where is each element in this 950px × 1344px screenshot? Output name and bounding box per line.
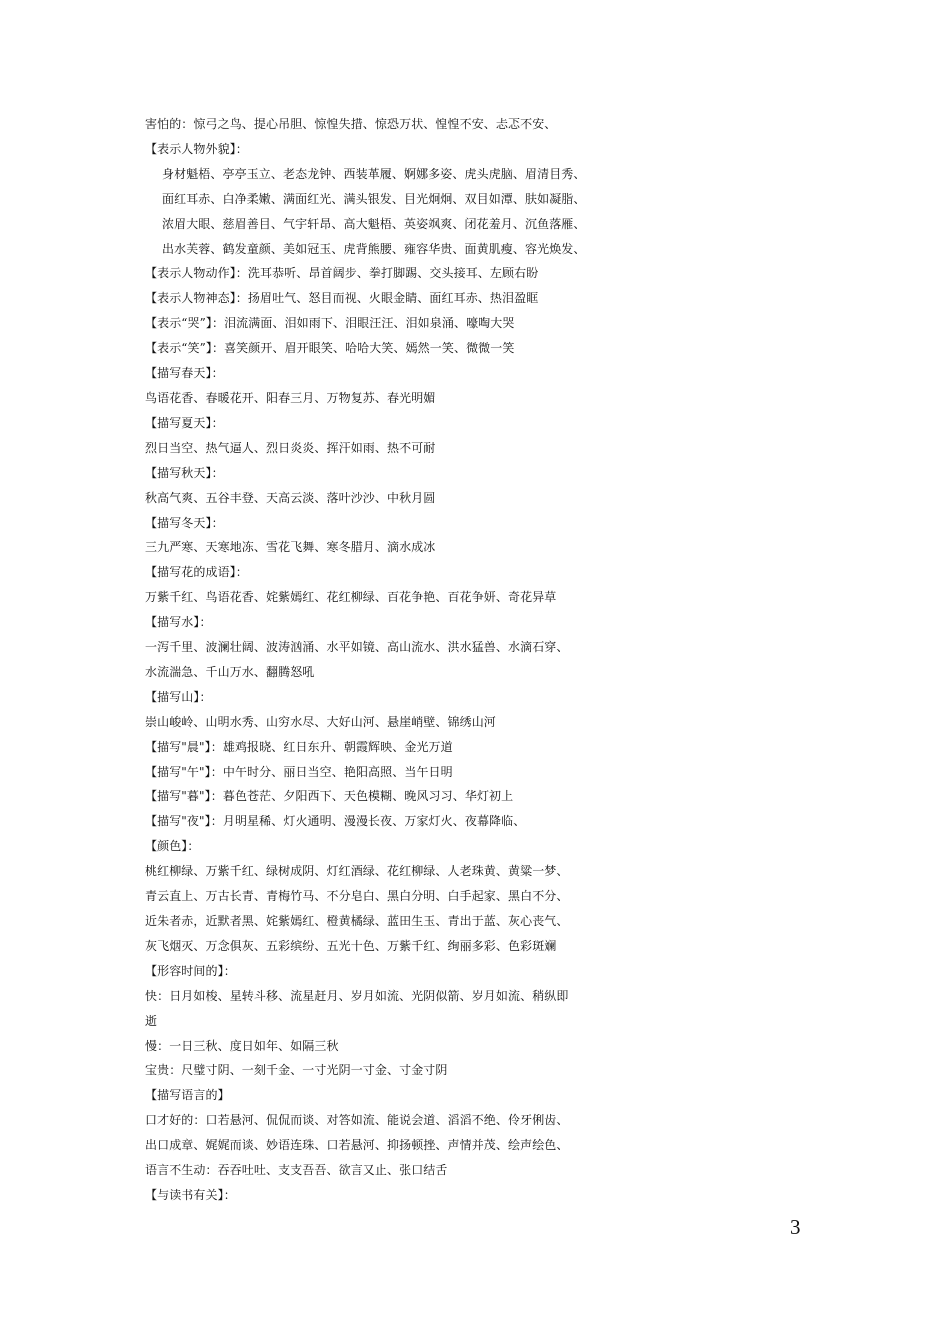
text-line: 害怕的：惊弓之鸟、提心吊胆、惊惶失措、惊恐万状、惶惶不安、忐忑不安、 (145, 117, 557, 131)
text-line: 【描写秋天】： (145, 465, 224, 480)
text-line: 【颜色】： (145, 839, 200, 854)
text-line: 【表示人物外貌】： (145, 141, 248, 156)
text-line: 烈日当空、热气逼人、烈日炎炎、挥汗如雨、热不可耐 (145, 440, 436, 455)
text-line: 宝贵：尺璧寸阴、一刻千金、一寸光阴一寸金、寸金寸阴 (145, 1063, 448, 1078)
text-line: 【表示人物动作】：洗耳恭听、昂首阔步、拳打脚踢、交头接耳、左顾右盼 (145, 266, 539, 281)
text-line: 【描写水】： (145, 615, 212, 630)
text-line: 逝 (145, 1013, 158, 1028)
text-line: 【描写山】： (145, 689, 212, 704)
text-line: 口才好的：口若悬河、侃侃而谈、对答如流、能说会道、滔滔不绝、伶牙俐齿、 (145, 1113, 569, 1128)
text-line: 鸟语花香、春暖花开、阳春三月、万物复苏、春光明媚 (145, 390, 436, 405)
text-line: 语言不生动：吞吞吐吐、支支吾吾、欲言又止、张口结舌 (145, 1163, 448, 1178)
text-line: 秋高气爽、五谷丰登、天高云淡、落叶沙沙、中秋月圆 (145, 490, 436, 505)
text-line: 【描写冬天】： (145, 515, 224, 530)
text-line: 身材魁梧、亭亭玉立、老态龙钟、西装革履、婀娜多姿、虎头虎脑、眉清目秀、 (162, 166, 586, 181)
text-line: 【描写花的成语】： (145, 565, 248, 580)
text-line: 灰飞烟灭、万念俱灰、五彩缤纷、五光十色、万紫千红、绚丽多彩、色彩斑斓 (145, 938, 557, 953)
text-line: 【描写夏天】： (145, 415, 224, 430)
text-line: 快：日月如梭、星转斗移、流星赶月、岁月如流、光阴似箭、岁月如流、稍纵即 (145, 988, 569, 1003)
text-line: 【描写语言的】 (145, 1088, 230, 1103)
text-line: 【描写春天】： (145, 366, 224, 381)
text-line: 浓眉大眼、慈眉善目、气宇轩昂、高大魁梧、英姿飒爽、闭花羞月、沉鱼落雁、 (162, 216, 586, 231)
text-line: 【描写"晨"】：雄鸡报晓、红日东升、朝霞辉映、金光万道 (145, 739, 453, 754)
text-line: 【描写"暮"】：暮色苍茫、夕阳西下、天色模糊、晚风习习、华灯初上 (145, 789, 514, 804)
text-line: 崇山峻岭、山明水秀、山穷水尽、大好山河、悬崖峭壁、锦绣山河 (145, 714, 496, 729)
text-line: 【描写"午"】：中午时分、丽日当空、艳阳高照、当午日明 (145, 764, 453, 779)
text-line: 【表示人物神态】：扬眉吐气、怒目而视、火眼金睛、面红耳赤、热泪盈眶 (145, 291, 539, 306)
text-line: 面红耳赤、白净柔嫩、满面红光、满头银发、目光炯炯、双目如潭、肤如凝脂、 (162, 191, 586, 206)
text-line: 【描写"夜"】：月明星稀、灯火通明、漫漫长夜、万家灯火、夜幕降临、 (145, 814, 526, 829)
page-number: 3 (790, 1215, 801, 1239)
text-line: 近朱者赤，近默者黑、姹紫嫣红、橙黄橘绿、蓝田生玉、青出于蓝、灰心丧气、 (145, 914, 569, 928)
text-line: 【表示“笑”】：喜笑颜开、眉开眼笑、哈哈大笑、嫣然一笑、微微一笑 (145, 341, 515, 356)
text-line: 出口成章、娓娓而谈、妙语连珠、口若悬河、抑扬顿挫、声情并茂、绘声绘色、 (145, 1138, 569, 1153)
text-line: 一泻千里、波澜壮阔、波涛汹涌、水平如镜、高山流水、洪水猛兽、水滴石穿、 (145, 640, 569, 655)
text-line: 万紫千红、鸟语花香、姹紫嫣红、花红柳绿、百花争艳、百花争妍、奇花异草 (145, 590, 557, 605)
text-line: 【形容时间的】： (145, 963, 236, 978)
text-line: 【与读书有关】： (145, 1187, 236, 1202)
text-line: 桃红柳绿、万紫千红、绿树成阴、灯红酒绿、花红柳绿、人老珠黄、黄粱一梦、 (145, 864, 569, 879)
text-line: 青云直上、万古长青、青梅竹马、不分皂白、黑白分明、白手起家、黑白不分、 (145, 889, 569, 904)
text-line: 三九严寒、天寒地冻、雪花飞舞、寒冬腊月、滴水成冰 (145, 540, 436, 555)
text-line: 慢：一日三秋、度日如年、如隔三秋 (145, 1038, 339, 1053)
text-line: 【表示“哭”】：泪流满面、泪如雨下、泪眼汪汪、泪如泉涌、嚎啕大哭 (145, 316, 515, 331)
text-line: 出水芙蓉、鹤发童颜、美如冠玉、虎背熊腰、雍容华贵、面黄肌瘦、容光焕发、 (162, 241, 586, 256)
text-line: 水流湍急、千山万水、翻腾怒吼 (145, 664, 315, 679)
document-body (145, 112, 815, 1208)
